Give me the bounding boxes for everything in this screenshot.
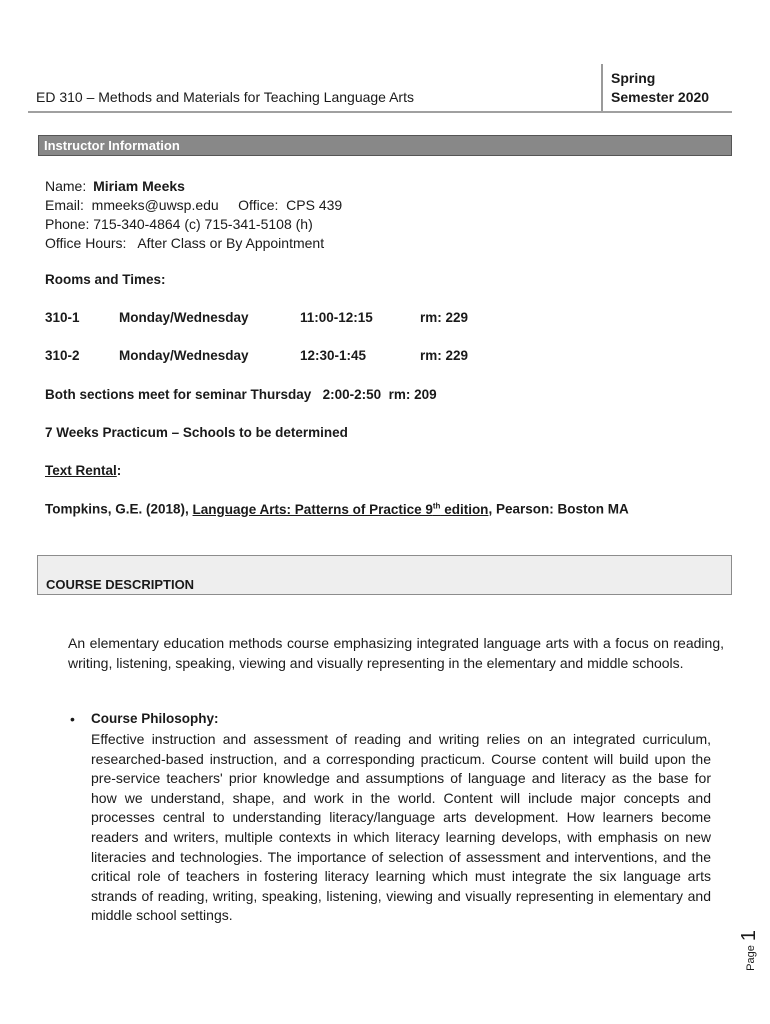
header-rule (28, 111, 732, 113)
textbook-citation (45, 501, 629, 517)
course-description-box (37, 555, 732, 595)
text-rental-heading: Text Rental (45, 463, 117, 478)
section-days: Monday/Wednesday (119, 348, 249, 363)
semester-line-1: Spring (611, 70, 656, 86)
seminar-line: Both sections meet for seminar Thursday 2:00-2:50 rm: 209 (45, 387, 437, 402)
section-room: rm: 229 (420, 310, 469, 325)
instructor-info-heading: Instructor Information (44, 138, 180, 153)
phone-line: Phone: 715-340-4864 (c) 715-341-5108 (h) (45, 216, 313, 232)
semester-label (611, 69, 709, 107)
instructor-info-bar (38, 135, 732, 156)
section-number: 310-1 (45, 310, 80, 325)
course-description-heading: COURSE DESCRIPTION (46, 577, 195, 592)
page-word: Page (744, 945, 757, 971)
semester-line-2: Semester 2020 (611, 89, 710, 105)
header-divider (601, 64, 603, 112)
page-number: 1 (738, 929, 761, 942)
section-room: rm: 229 (420, 348, 469, 363)
text-rental-colon: : (116, 463, 122, 478)
section-time: 11:00-12:15 (300, 310, 373, 325)
book-title-superscript: th (432, 501, 441, 510)
book-title (193, 502, 489, 517)
course-title: ED 310 – Methods and Materials for Teaching Language Arts (36, 89, 414, 105)
philosophy-text: Effective instruction and assessment of reading and writing relies on an integrated curriculum, researched-based instruction, and a corresponding practicum. Course content will build upon the pre-service teachers' prior knowledge and assumptions of language and literacy as the base for how we understand, shape, and work in the world. Content will include major concepts and processes central to understanding literacy/language arts development. How learners become readers and writers, multiple contexts in which literacy learning develops, with emphasis on new literacies and technologies. The importance of selection of assessment and interventions, and the critical role of teachers in fostering literacy learning which must integrate the six language arts strands of reading, writing, speaking, listening, viewing and visually representing in elementary and middle school settings. (91, 731, 711, 924)
philosophy-heading: Course Philosophy: (91, 711, 219, 726)
instructor-name: Miriam Meeks (93, 178, 185, 194)
rooms-heading: Rooms and Times: (45, 272, 166, 287)
section-days: Monday/Wednesday (119, 310, 249, 325)
book-title-text: Language Arts: Patterns of Practice 9 (192, 501, 433, 517)
instructor-name-line (45, 177, 185, 196)
citation-prefix: Tompkins, G.E. (2018), (45, 501, 193, 517)
practicum-line: 7 Weeks Practicum – Schools to be determined (45, 425, 348, 440)
page-number-label (738, 929, 764, 980)
section-time: 12:30-1:45 (300, 348, 367, 363)
office-hours-line: Office Hours: After Class or By Appointment (45, 235, 325, 251)
bullet-icon: • (70, 711, 75, 727)
text-rental-heading-line (45, 463, 121, 478)
section-number: 310-2 (45, 348, 80, 363)
course-description-intro: An elementary education methods course emphasizing integrated language arts with a focus on reading, writing, listening, speaking, viewing and visually representing in the elementary and middle schools. (68, 635, 724, 671)
citation-suffix: , Pearson: Boston MA (488, 501, 629, 517)
book-title-edition: edition (440, 501, 489, 517)
email-office-line: Email: mmeeks@uwsp.edu Office: CPS 439 (45, 197, 343, 213)
name-label: Name: (45, 178, 87, 194)
